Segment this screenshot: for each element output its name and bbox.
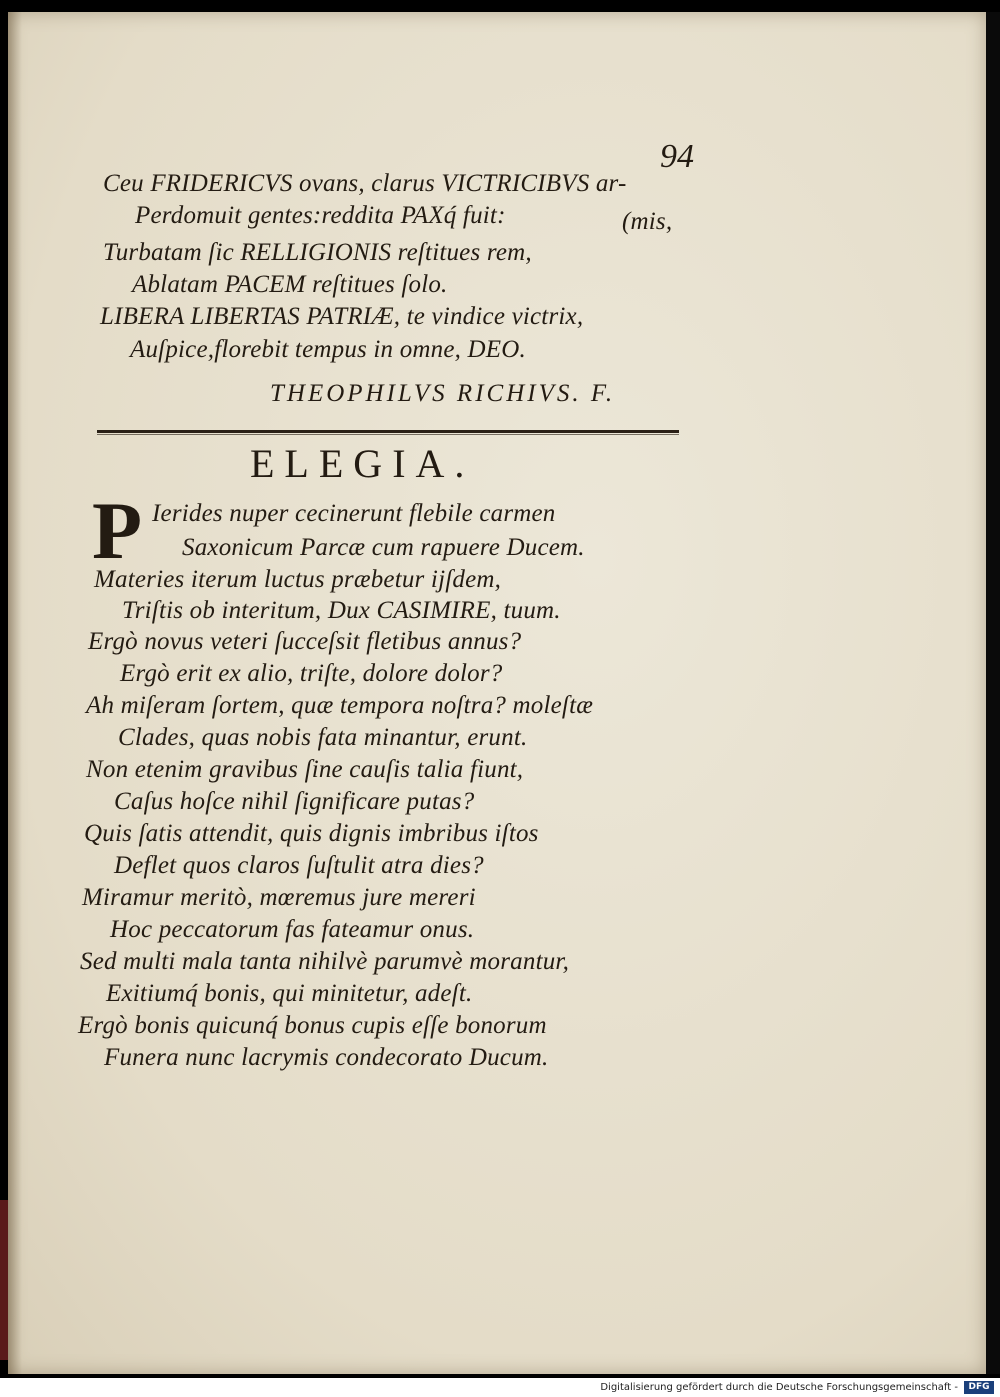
elegia-line: Funera nunc lacrymis condecorato Ducum. — [104, 1044, 549, 1071]
poem-line-overflow: (mis, — [622, 208, 673, 235]
elegia-line: Hoc peccatorum fas fateamur onus. — [110, 916, 475, 943]
poem-line: Ablatam PACEM reſtitues ſolo. — [132, 271, 448, 298]
elegia-line: Caſus hoſce nihil ſignificare putas? — [114, 788, 475, 815]
elegia-line: Saxonicum Parcæ cum rapuere Ducem. — [182, 534, 585, 561]
elegia-line: Ah miſeram ſortem, quæ tempora noſtra? moleſtæ — [86, 692, 594, 719]
poem-line: Ceu FRIDERICVS ovans, clarus VICTRICIBVS ar- — [103, 170, 627, 197]
elegia-line: Ergò bonis quicunq́ bonus cupis eſſe bonorum — [78, 1012, 547, 1039]
elegia-line: Quis ſatis attendit, quis dignis imbribus iſtos — [84, 820, 539, 847]
poem-line: Turbatam ſic RELLIGIONIS reſtitues rem, — [103, 239, 532, 266]
elegia-line: Non etenim gravibus ſine cauſis talia fiunt, — [86, 756, 524, 783]
drop-cap: P — [92, 485, 143, 576]
scan-edge — [986, 12, 1000, 1374]
poem-line: Perdomuit gentes:reddita PAXq́ fuit: — [135, 202, 506, 229]
elegia-line: Exitiumq́ bonis, qui minitetur, adeſt. — [106, 980, 473, 1007]
elegia-line: Ergò novus veteri ſucceſsit fletibus annus? — [88, 628, 522, 655]
section-rule-thin — [97, 434, 679, 435]
funding-note: Digitalisierung gefördert durch die Deutsche Forschungsgemeinschaft - — [600, 1382, 958, 1393]
elegia-line: Ergò erit ex alio, triſte, dolore dolor? — [120, 660, 503, 687]
elegia-line: Ierides nuper cecinerunt flebile carmen — [152, 500, 556, 527]
elegia-line: Clades, quas nobis fata minantur, erunt. — [118, 724, 528, 751]
section-rule — [97, 430, 679, 433]
elegia-line: Triſtis ob interitum, Dux CASIMIRE, tuum. — [122, 597, 561, 624]
elegia-line: Materies iterum luctus præbetur ijſdem, — [94, 566, 502, 593]
footer-bar — [0, 1378, 1000, 1397]
section-title: ELEGIA. — [250, 441, 475, 486]
poem-line: LIBERA LIBERTAS PATRIÆ, te vindice victrix, — [100, 303, 584, 330]
dfg-logo: DFG — [964, 1381, 994, 1394]
elegia-line: Miramur meritò, mœremus jure mereri — [82, 884, 476, 911]
elegia-line: Sed multi mala tanta nihilvè parumvè morantur, — [80, 948, 570, 975]
binding-edge — [0, 1200, 8, 1360]
elegia-line: Deflet quos claros ſuſtulit atra dies? — [114, 852, 484, 879]
poem-line: Auſpice,florebit tempus in omne, DEO. — [130, 336, 526, 363]
page-number: 94 — [660, 138, 694, 175]
signature: THEOPHILVS RICHIVS. F. — [270, 380, 616, 407]
page-fold-shadow — [8, 12, 22, 1374]
